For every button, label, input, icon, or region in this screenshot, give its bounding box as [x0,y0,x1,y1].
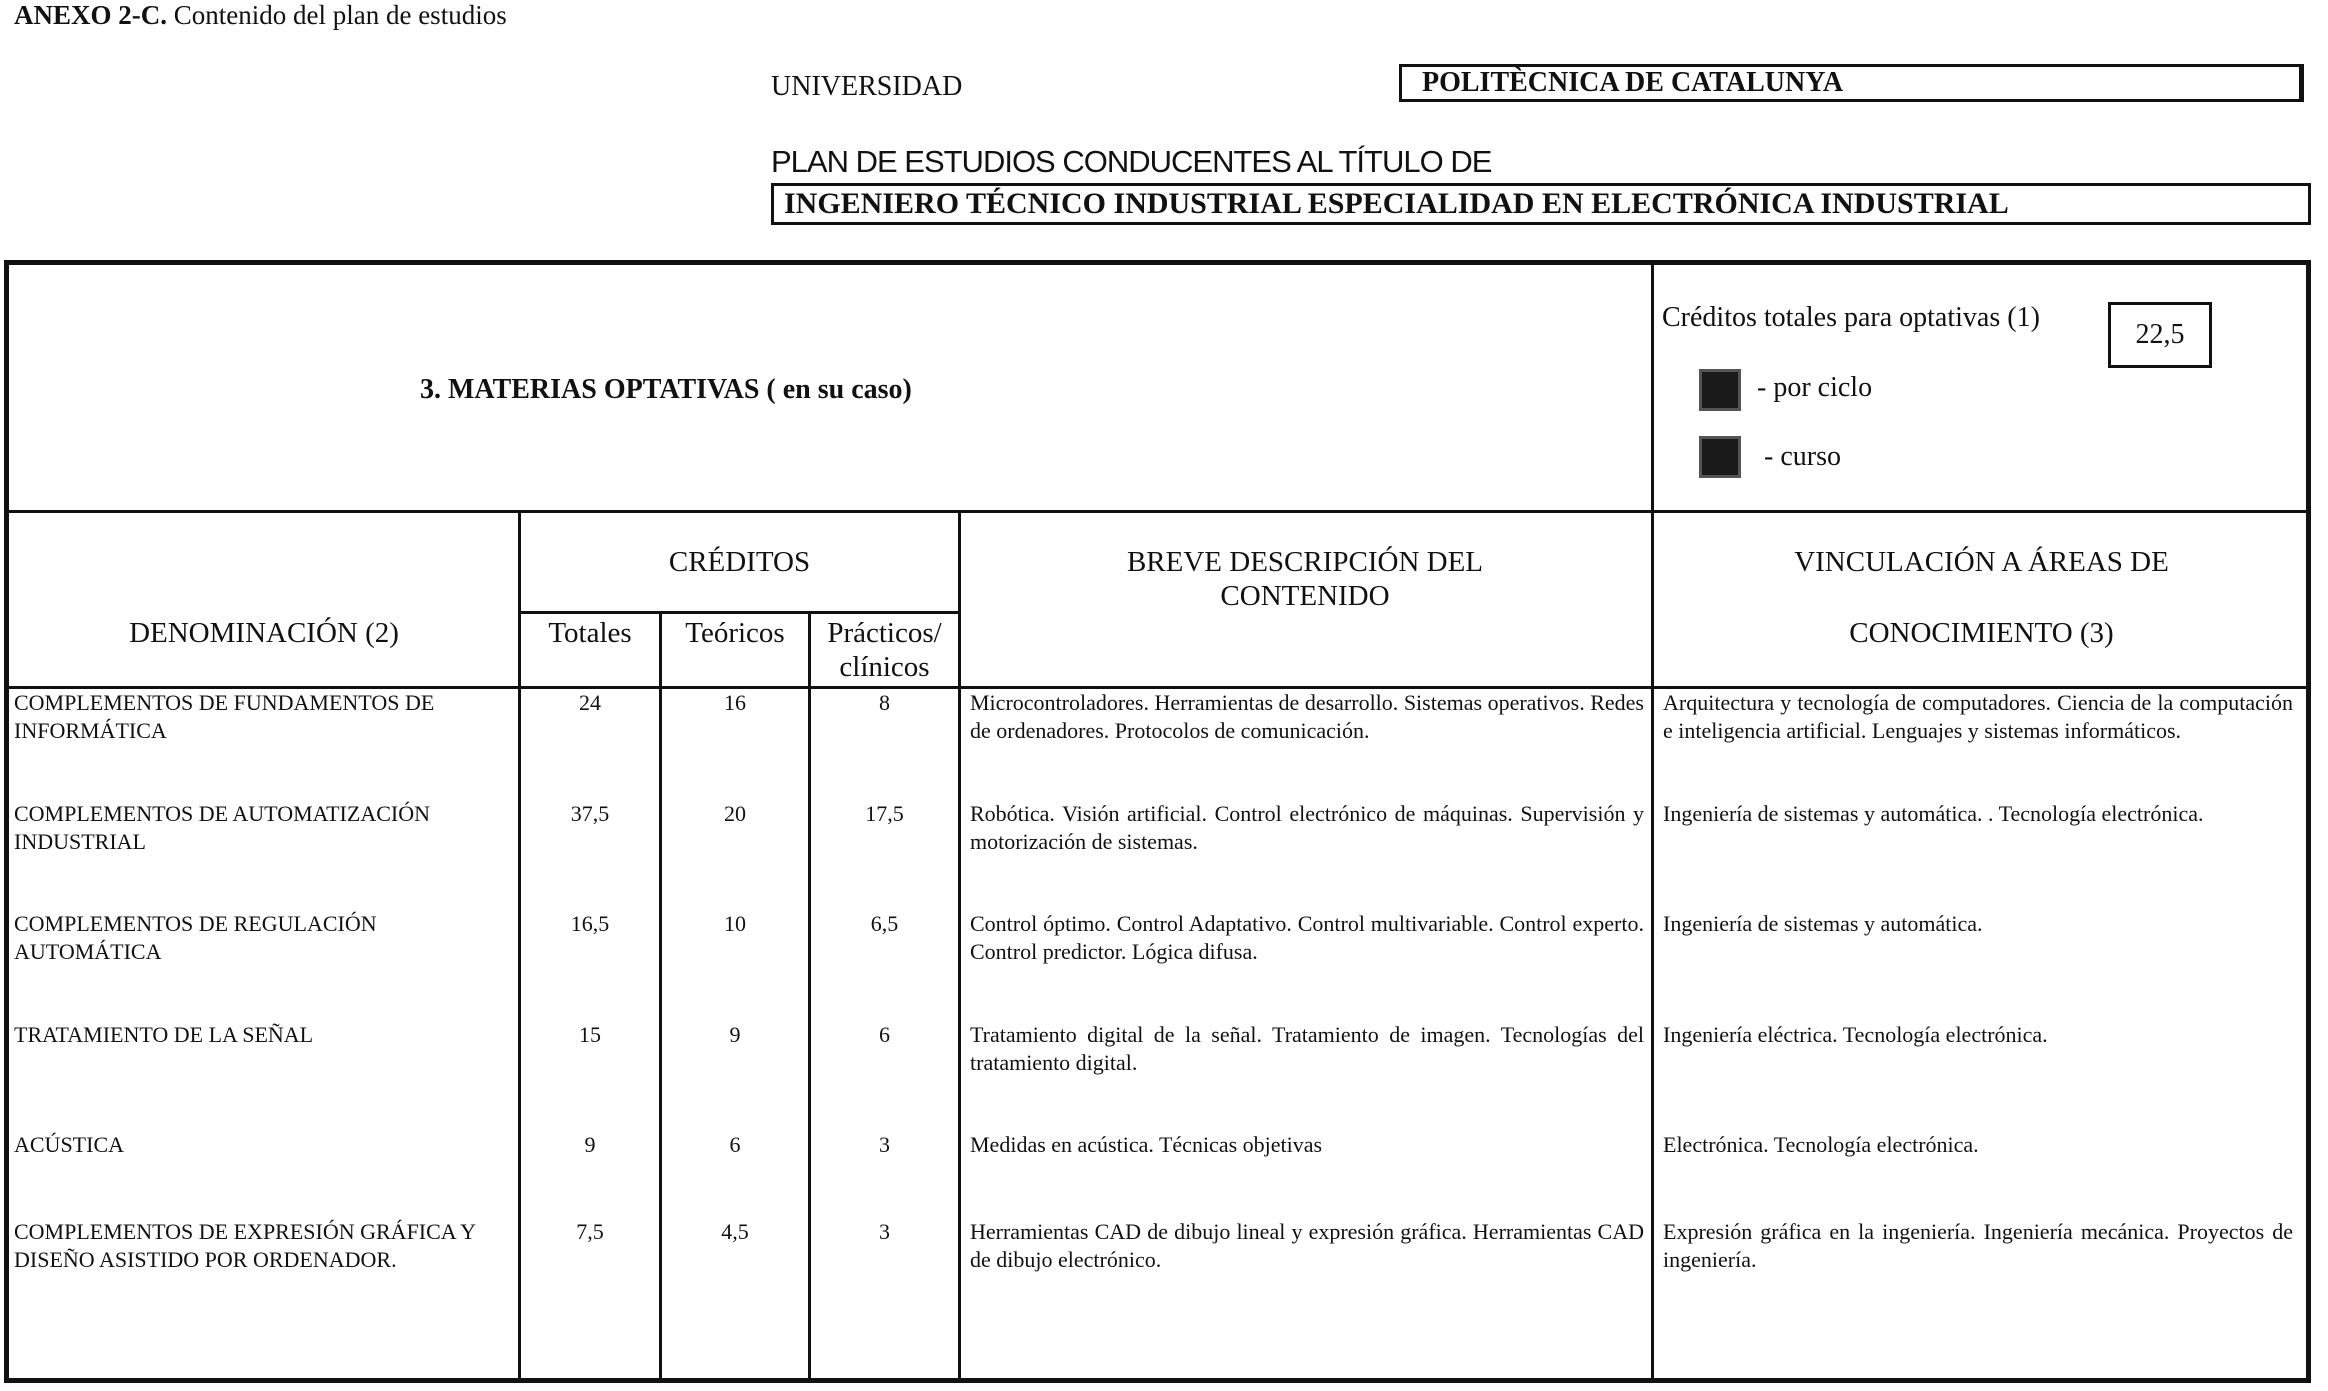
row-practicos: 3 [879,1132,890,1157]
row-totales: 37,5 [570,801,610,826]
header-practicos: Prácticos/ clínicos [827,617,942,683]
divider-col-practicos [808,611,811,1380]
header-vinculacion-line2: CONOCIMIENTO (3) [1849,617,2114,649]
header-vinculacion-line1: VINCULACIÓN A ÁREAS DE [1794,546,2169,578]
header-totales: Totales [548,617,632,649]
row-name: COMPLEMENTOS DE EXPRESIÓN GRÁFICA Y DISEÑO ASISTIDO POR ORDENADOR. [14,1219,476,1272]
row-descripcion: Robótica. Visión artificial. Control electrónico de máquinas. Supervisión y motorización de sistemas. [970,801,1644,854]
credits-total-value: 22,5 [2108,302,2212,368]
row-vinculacion: Ingeniería de sistemas y automática. . Tecnología electrónica. [1663,801,2204,826]
header-teoricos: Teóricos [685,617,785,649]
annex-number: ANEXO 2-C. [14,0,167,30]
row-vinculacion: Electrónica. Tecnología electrónica. [1663,1132,1979,1157]
university-name: POLITÈCNICA DE CATALUNYA [1399,64,2304,102]
divider-top-section [4,510,2311,513]
row-teoricos: 4,5 [721,1219,749,1244]
divider-creditos-subheader [521,611,961,614]
divider-col-teoricos [659,611,662,1380]
degree-title: INGENIERO TÉCNICO INDUSTRIAL ESPECIALIDAD EN ELECTRÓNICA INDUSTRIAL [771,183,2311,225]
row-teoricos: 9 [729,1022,741,1047]
row-teoricos: 20 [724,801,746,826]
per-cycle-label: - por ciclo [1757,372,1873,403]
row-totales: 9 [584,1132,596,1157]
row-teoricos: 6 [729,1132,741,1157]
row-practicos: 6 [879,1022,890,1047]
annex-heading [14,0,507,30]
row-vinculacion: Expresión gráfica en la ingeniería. Ingeniería mecánica. Proyectos de ingeniería. [1663,1219,2293,1272]
row-descripcion: Medidas en acústica. Técnicas objetivas [970,1132,1323,1157]
row-totales: 15 [579,1022,601,1047]
row-totales: 7,5 [576,1219,604,1244]
plan-label: PLAN DE ESTUDIOS CONDUCENTES AL TÍTULO DE [771,144,1492,179]
row-teoricos: 10 [724,911,746,936]
university-label: UNIVERSIDAD [771,71,963,102]
divider-col-vinculacion [1651,262,1654,1380]
row-practicos: 6,5 [870,911,899,936]
row-practicos: 17,5 [865,801,904,826]
row-descripcion: Tratamiento digital de la señal. Tratamiento de imagen. Tecnologías del tratamiento digital. [970,1022,1644,1075]
row-name: ACÚSTICA [14,1132,125,1157]
row-practicos: 3 [879,1219,890,1244]
row-practicos: 8 [879,690,890,715]
row-totales: 16,5 [570,911,610,936]
per-cycle-checkbox-icon [1699,369,1741,411]
row-name: COMPLEMENTOS DE REGULACIÓN AUTOMÁTICA [14,911,377,964]
row-descripcion: Control óptimo. Control Adaptativo. Control multivariable. Control experto. Control predictor. Lógica difusa. [970,911,1644,964]
per-course-label: - curso [1764,441,1841,472]
credits-total-label: Créditos totales para optativas (1) [1662,302,2040,333]
row-descripcion: Herramientas CAD de dibujo lineal y expresión gráfica. Herramientas CAD de dibujo electrónico. [970,1219,1644,1272]
row-vinculacion: Arquitectura y tecnología de computadores. Ciencia de la computación e inteligencia artificial. Lenguajes y sistemas informáticos. [1663,690,2293,743]
row-totales: 24 [579,690,601,715]
header-descripcion: BREVE DESCRIPCIÓN DEL CONTENIDO [1126,546,1484,612]
divider-col-descripcion [958,510,961,1380]
row-name: TRATAMIENTO DE LA SEÑAL [14,1022,314,1047]
row-vinculacion: Ingeniería eléctrica. Tecnología electrónica. [1663,1022,2048,1047]
header-denominacion: DENOMINACIÓN (2) [129,617,399,649]
row-descripcion: Microcontroladores. Herramientas de desarrollo. Sistemas operativos. Redes de ordenadores. Protocolos de comunicación. [970,690,1644,743]
annex-text: Contenido del plan de estudios [173,0,507,30]
per-course-checkbox-icon [1699,436,1741,478]
row-teoricos: 16 [724,690,746,715]
section-title: 3. MATERIAS OPTATIVAS ( en su caso) [420,374,912,405]
header-creditos: CRÉDITOS [668,546,811,578]
row-vinculacion: Ingeniería de sistemas y automática. [1663,911,1983,936]
row-name: COMPLEMENTOS DE AUTOMATIZACIÓN INDUSTRIAL [14,801,430,854]
row-name: COMPLEMENTOS DE FUNDAMENTOS DE INFORMÁTICA [14,690,435,743]
